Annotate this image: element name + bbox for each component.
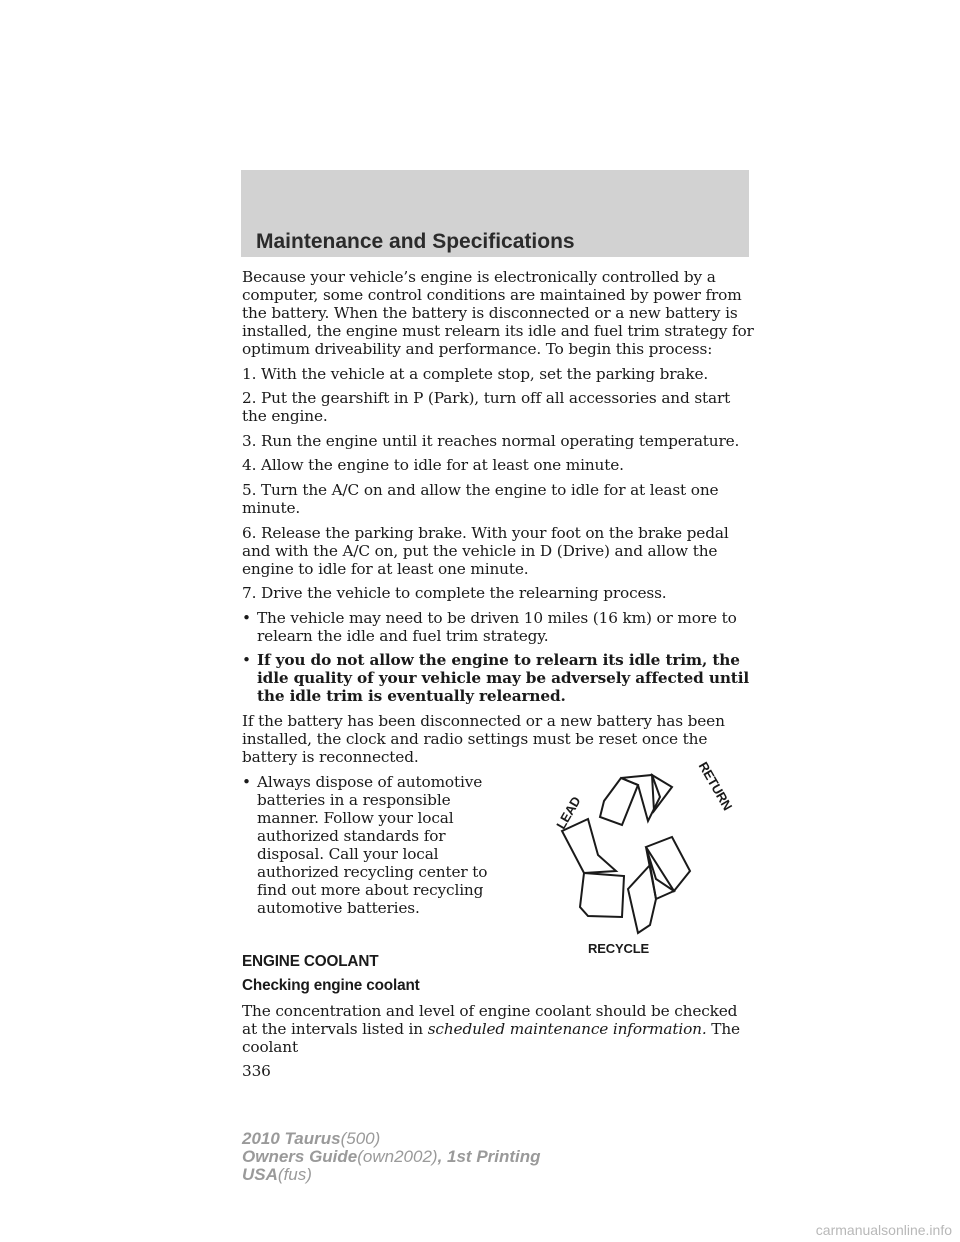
footer-region: USA: [242, 1165, 278, 1184]
footer-model-code: (500): [340, 1129, 381, 1148]
section-title: Maintenance and Specifications: [256, 230, 575, 253]
step-3: 3. Run the engine until it reaches normal operating temperature.: [242, 431, 740, 450]
bullet-dispose-text: Always dispose of automotive batteries in a responsible manner. Follow your local authorized standards for disposal. Call your local authorized recycling center to find out more about recycling automotive batteries.: [257, 772, 488, 917]
print-footer: [242, 1130, 541, 1184]
bullet-dot: •: [242, 608, 251, 627]
footer-guide-code: (own2002): [357, 1147, 438, 1166]
page-number: 336: [242, 1062, 271, 1081]
bullet-warning-text: If you do not allow the engine to relearn its idle trim, the idle quality of your vehicle may be adversely affected until the idle trim is eventually relearned.: [257, 651, 750, 706]
bullet-dot: •: [242, 651, 251, 670]
page-body: [242, 268, 754, 1087]
recycle-arrow-top: [600, 778, 638, 825]
coolant-paragraph: [242, 1002, 754, 1056]
footer-line-3: [242, 1166, 541, 1184]
recycle-label-recycle: RECYCLE: [588, 940, 650, 956]
coolant-text-end: The coolant: [242, 1019, 740, 1056]
footer-region-code: (fus): [277, 1165, 312, 1184]
reset-note: If the battery has been disconnected or a new battery has been installed, the clock and radio settings must be reset once the battery is reconnected.: [242, 711, 725, 766]
intro-paragraph: Because your vehicle’s engine is electronically controlled by a computer, some control conditions are maintained by power from the battery. When the battery is disconnected or a new battery is installed, the engine must relearn its idle and fuel trim strategy for optimum driveability and performance. To begin this process:: [242, 268, 754, 358]
recycle-arrow-left-body: [580, 873, 624, 917]
watermark: carmanualsonline.info: [815, 1222, 952, 1238]
checking-coolant-subheading: Checking engine coolant: [242, 977, 420, 995]
recycle-label-lead: LEAD: [553, 793, 584, 832]
schedule-reference: scheduled maintenance information.: [427, 1019, 707, 1038]
bullet-drive: [242, 609, 754, 645]
step-4: 4. Allow the engine to idle for at least one minute.: [242, 456, 624, 475]
recycle-arrow-left-head: [562, 819, 616, 873]
step-1: 1. With the vehicle at a complete stop, set the parking brake.: [242, 364, 709, 383]
recycle-label-return: RETURN: [695, 758, 736, 813]
footer-line-2: [242, 1148, 541, 1166]
bullet-warning: [242, 651, 754, 705]
footer-printing: , 1st Printing: [437, 1147, 541, 1166]
recycle-symbol-icon: [540, 758, 736, 956]
bullet-dispose: [242, 773, 504, 917]
bullet-dot: •: [242, 772, 251, 791]
footer-model: 2010 Taurus: [242, 1129, 341, 1148]
step-2: 2. Put the gearshift in P (Park), turn off all accessories and start the engine.: [242, 389, 731, 426]
dispose-block: [242, 758, 754, 956]
bullet-drive-text: The vehicle may need to be driven 10 miles (16 km) or more to relearn the idle and fuel trim strategy.: [257, 608, 737, 645]
coolant-text-start: The concentration and level of engine coolant should be checked at the intervals listed in: [242, 1001, 738, 1038]
step-5: 5. Turn the A/C on and allow the engine to idle for at least one minute.: [242, 480, 719, 517]
footer-line-1: [242, 1130, 541, 1148]
step-7: 7. Drive the vehicle to complete the relearning process.: [242, 584, 667, 603]
engine-coolant-heading: ENGINE COOLANT: [242, 952, 379, 970]
step-6: 6. Release the parking brake. With your foot on the brake pedal and with the A/C on, put the vehicle in D (Drive) and allow the engine to idle for at least one minute.: [242, 523, 729, 578]
recycle-arrow-right-head: [628, 865, 656, 933]
footer-guide: Owners Guide: [242, 1147, 358, 1166]
